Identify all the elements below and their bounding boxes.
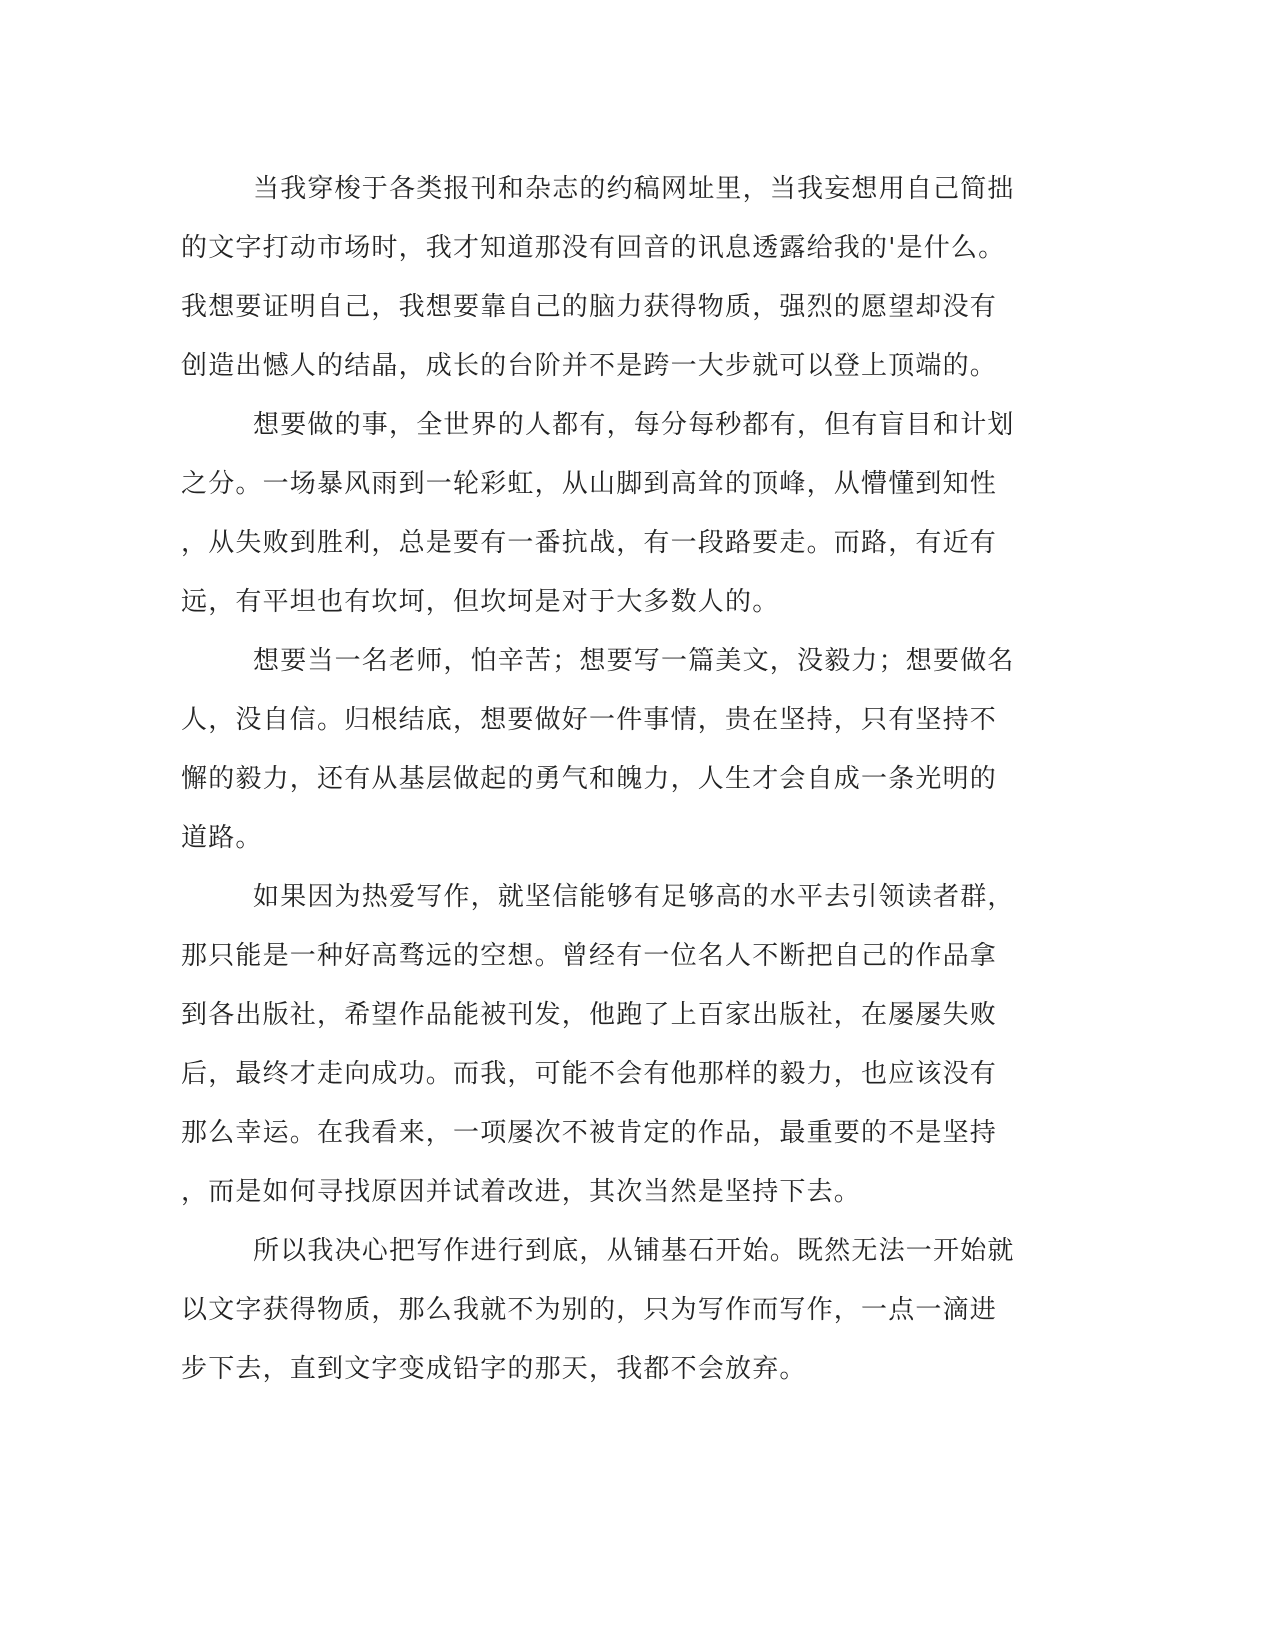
paragraph-5 [181, 1222, 1027, 1399]
text-line: 那只能是一种好高骛远的空想。曾经有一位名人不断把自己的作品拿 [181, 941, 998, 971]
paragraph-2 [181, 396, 1027, 632]
paragraph-3 [181, 632, 1027, 868]
text-line: 以文字获得物质，那么我就不为别的，只为写作而写作，一点一滴进 [181, 1295, 998, 1325]
text-line: 步下去，直到文字变成铅字的那天，我都不会放弃。 [181, 1354, 807, 1384]
text-line: ，从失败到胜利，总是要有一番抗战，有一段路要走。而路，有近有 [181, 528, 998, 558]
text-line: 想要做的事，全世界的人都有，每分每秒都有，但有盲目和计划 [253, 410, 1015, 440]
text-line: 到各出版社，希望作品能被刊发，他跑了上百家出版社，在屡屡失败 [181, 1000, 998, 1030]
text-line: 如果因为热爱写作，就坚信能够有足够高的水平去引领读者群， [253, 882, 1015, 912]
text-line: 之分。一场暴风雨到一轮彩虹，从山脚到高耸的顶峰，从懵懂到知性 [181, 469, 998, 499]
text-line: 那么幸运。在我看来，一项屡次不被肯定的作品，最重要的不是坚持 [181, 1118, 998, 1148]
text-line: 懈的毅力，还有从基层做起的勇气和魄力，人生才会自成一条光明的 [181, 764, 998, 794]
text-line: 的文字打动市场时，我才知道那没有回音的讯息透露给我的'是什么。 [181, 233, 1006, 263]
text-line: 所以我决心把写作进行到底，从铺基石开始。既然无法一开始就 [253, 1236, 1015, 1266]
text-line: 后，最终才走向成功。而我，可能不会有他那样的毅力，也应该没有 [181, 1059, 998, 1089]
text-line: 远，有平坦也有坎坷，但坎坷是对于大多数人的。 [181, 587, 780, 617]
text-line: 人，没自信。归根结底，想要做好一件事情，贵在坚持，只有坚持不 [181, 705, 998, 735]
paragraph-4 [181, 868, 1027, 1222]
text-line: 当我穿梭于各类报刊和杂志的约稿网址里，当我妄想用自己简拙 [253, 174, 1015, 204]
paragraph-1 [181, 160, 1027, 396]
text-line: 创造出憾人的结晶，成长的台阶并不是跨一大步就可以登上顶端的。 [181, 351, 998, 381]
text-line: 我想要证明自己，我想要靠自己的脑力获得物质，强烈的愿望却没有 [181, 292, 998, 322]
text-line: 道路。 [181, 823, 263, 853]
text-line: ，而是如何寻找原因并试着改进，其次当然是坚持下去。 [181, 1177, 862, 1207]
document-body [181, 160, 1027, 1399]
text-line: 想要当一名老师，怕辛苦；想要写一篇美文，没毅力；想要做名 [253, 646, 1015, 676]
